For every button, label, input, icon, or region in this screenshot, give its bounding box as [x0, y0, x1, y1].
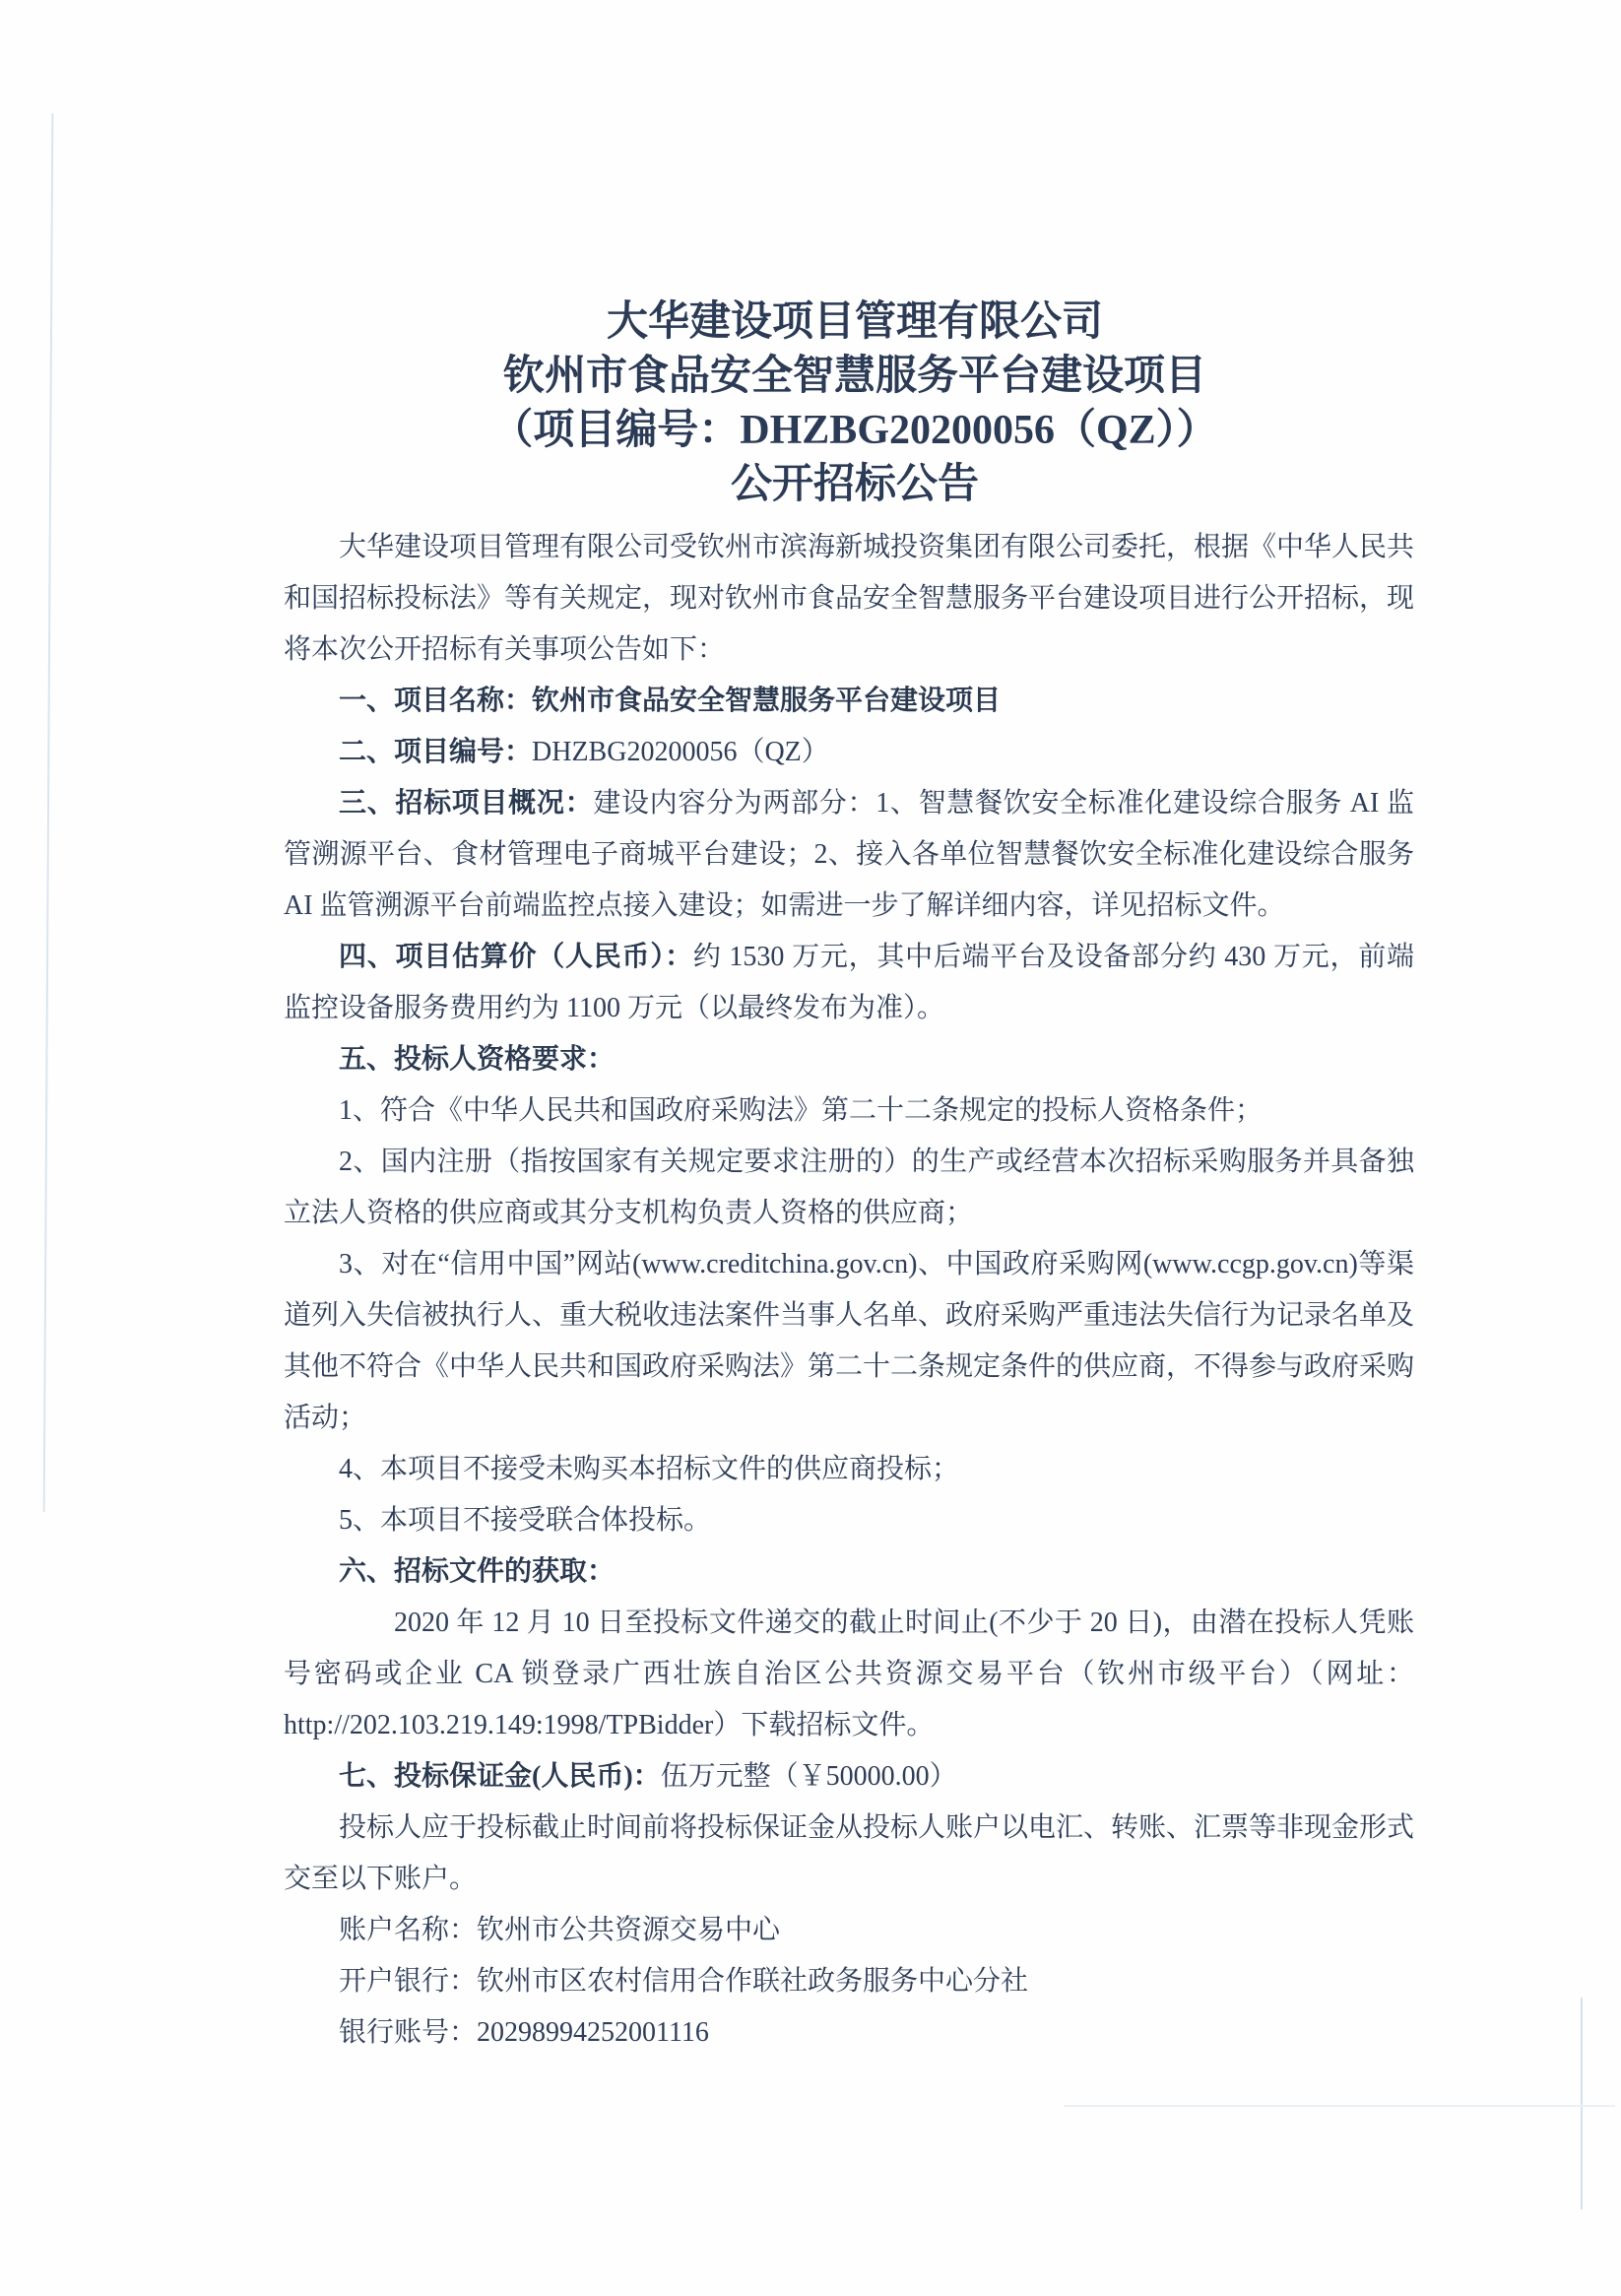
intro-paragraph: 大华建设项目管理有限公司受钦州市滨海新城投资集团有限公司委托，根据《中华人民共和国招标投标法》等有关规定，现对钦州市食品安全智慧服务平台建设项目进行公开招标，现将本次公开招标有关事项公告如下：	[284, 532, 1415, 665]
section-project-number: 二、项目编号：DHZBG20200056（QZ）	[339, 737, 829, 767]
section-document-acquisition: 六、招标文件的获取：	[339, 1556, 616, 1587]
section-project-estimate: 四、项目估算价（人民币）：约 1530 万元，其中后端平台及设备部分约 430 万元，前端监控设备服务费用约为 1100 万元（以最终发布为准）。	[284, 942, 1414, 1023]
title-line-announcement-type: 公开招标公告	[730, 462, 979, 507]
title-line-company: 大华建设项目管理有限公司	[606, 299, 1103, 345]
qualification-item-5: 5、本项目不接受联合体投标。	[339, 1505, 712, 1536]
section-project-overview: 三、招标项目概况：建设内容分为两部分：1、智慧餐饮安全标准化建设综合服务 AI 监管溯源平台、食材管理电子商城平台建设；2、接入各单位智慧餐饮安全标准化建设综合服务 AI 监管溯源平台前端监控点接入建设；如需进一步了解详细内容，详见招标文件。	[284, 788, 1414, 921]
qualification-item-3: 3、对在“信用中国”网站(www.creditchina.gov.cn)、中国政府采购网(www.ccgp.gov.cn)等渠道列入失信被执行人、重大税收违法案件当事人名单、政府采购严重违法失信行为记录名单及其他不符合《中华人民共和国政府采购法》第二十二条规定条件的供应商，不得参与政府采购活动；	[284, 1249, 1415, 1433]
qualification-item-1: 1、符合《中华人民共和国政府采购法》第二十二条规定的投标人资格条件；	[339, 1095, 1264, 1126]
document-title	[0, 0, 1621, 512]
title-line-project: 钦州市食品安全智慧服务平台建设项目	[502, 354, 1206, 399]
section-project-name: 一、项目名称：钦州市食品安全智慧服务平台建设项目	[339, 686, 1002, 716]
account-bank-line: 开户银行：钦州市区农村信用合作联社政务服务中心分社	[339, 1966, 1029, 1997]
qualification-item-2: 2、国内注册（指按国家有关规定要求注册的）的生产或经营本次招标采购服务并具备独立法人资格的供应商或其分支机构负责人资格的供应商；	[284, 1147, 1414, 1228]
bid-bond-payment-detail: 投标人应于投标截止时间前将投标保证金从投标人账户以电汇、转账、汇票等非现金形式交至以下账户。	[284, 1812, 1415, 1894]
section-bidder-qualification: 五、投标人资格要求：	[339, 1044, 616, 1075]
section-bid-bond: 七、投标保证金(人民币)：伍万元整（￥50000.00）	[339, 1761, 957, 1792]
account-name-line: 账户名称：钦州市公共资源交易中心	[339, 1915, 781, 1945]
account-number-line: 银行账号：20298994252001116	[339, 2017, 709, 2048]
qualification-item-4: 4、本项目不接受未购买本招标文件的供应商投标；	[339, 1454, 960, 1484]
document-body	[0, 512, 1621, 2059]
title-line-project-number: （项目编号：DHZBG20200056（QZ））	[491, 408, 1218, 453]
scan-artifact-horizontal-line	[1064, 2105, 1615, 2107]
scan-artifact-right-line	[1581, 1998, 1583, 2209]
document-acquisition-detail: 2020 年 12 月 10 日至投标文件递交的截止时间止(不少于 20 日)，由潜在投标人凭账号密码或企业 CA 锁登录广西壮族自治区公共资源交易平台（钦州市级平台）（网址：http://202.103.219.149:1998/TPBidder）下载招标文件。	[284, 1607, 1414, 1740]
